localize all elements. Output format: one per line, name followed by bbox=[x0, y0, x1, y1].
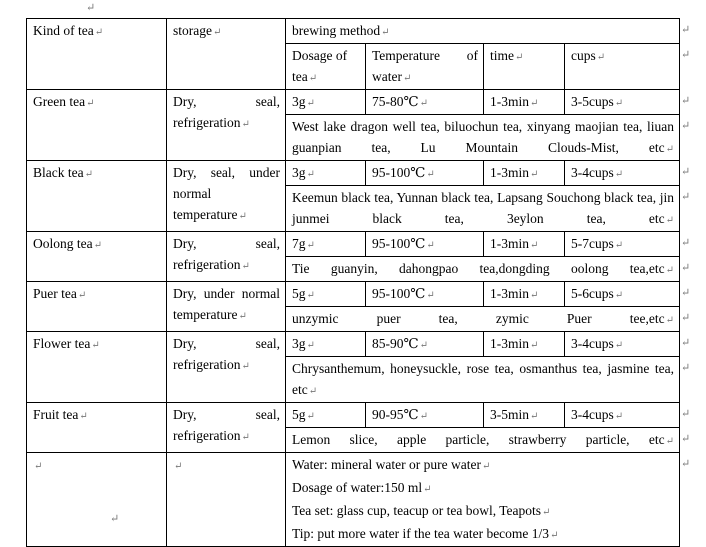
row-end-mark: ↵ bbox=[681, 457, 691, 470]
tea-varieties: Lemon slice, apple particle, strawberry particle, etc↵ bbox=[286, 428, 680, 453]
tea-row bbox=[27, 232, 680, 257]
note-dosage-water: Dosage of water:150 ml↵ bbox=[292, 480, 432, 495]
tea-cups: 3-4cups↵ bbox=[565, 161, 680, 186]
tea-storage: Dry, seal, refrigeration↵ bbox=[167, 403, 286, 453]
tea-cups: 3-4cups↵ bbox=[565, 332, 680, 357]
row-end-mark: ↵ bbox=[681, 432, 691, 445]
tea-temperature: 75-80℃↵ bbox=[366, 90, 484, 115]
notes-empty-kind: ↵ bbox=[27, 453, 167, 547]
tea-time: 1-3min↵ bbox=[484, 161, 565, 186]
tea-time: 1-3min↵ bbox=[484, 282, 565, 307]
note-water: Water: mineral water or pure water↵ bbox=[292, 457, 491, 472]
tea-cups: 3-4cups↵ bbox=[565, 403, 680, 428]
tea-dosage: 7g↵ bbox=[286, 232, 366, 257]
row-end-mark: ↵ bbox=[681, 48, 691, 61]
tea-row bbox=[27, 282, 680, 307]
tea-varieties: Chrysanthemum, honeysuckle, rose tea, osmanthus tea, jasmine tea, etc↵ bbox=[286, 357, 680, 403]
tea-kind: Green tea↵ bbox=[27, 90, 167, 161]
header-kind: Kind of tea↵ bbox=[27, 19, 167, 90]
tea-kind: Fruit tea↵ bbox=[27, 403, 167, 453]
tea-cups: 5-6cups↵ bbox=[565, 282, 680, 307]
tea-temperature: 90-95℃↵ bbox=[366, 403, 484, 428]
row-end-mark: ↵ bbox=[681, 311, 691, 324]
tea-dosage: 5g↵ bbox=[286, 282, 366, 307]
notes-empty-storage: ↵ bbox=[167, 453, 286, 547]
tea-storage: Dry, seal, refrigeration↵ bbox=[167, 232, 286, 282]
tea-dosage: 3g↵ bbox=[286, 332, 366, 357]
tea-varieties: Keemun black tea, Yunnan black tea, Lapsang Souchong black tea, jin junmei black tea, 3eylon tea, etc↵ bbox=[286, 186, 680, 232]
header-brewing-method: brewing method↵ bbox=[286, 19, 680, 44]
header-row bbox=[27, 19, 680, 44]
tea-dosage: 3g↵ bbox=[286, 90, 366, 115]
tea-row bbox=[27, 90, 680, 115]
tea-dosage: 3g↵ bbox=[286, 161, 366, 186]
tea-kind: Oolong tea↵ bbox=[27, 232, 167, 282]
tea-time: 1-3min↵ bbox=[484, 332, 565, 357]
header-dosage: Dosage of tea↵ bbox=[286, 44, 366, 90]
tea-row bbox=[27, 161, 680, 186]
notes-cell bbox=[286, 453, 680, 547]
row-end-mark: ↵ bbox=[681, 286, 691, 299]
row-end-mark: ↵ bbox=[681, 23, 691, 36]
note-tip: Tip: put more water if the tea water become 1/3↵ bbox=[292, 526, 559, 541]
tea-temperature: 95-100℃↵ bbox=[366, 282, 484, 307]
tea-time: 1-3min↵ bbox=[484, 232, 565, 257]
header-cups: cups↵ bbox=[565, 44, 680, 90]
tea-time: 1-3min↵ bbox=[484, 90, 565, 115]
tea-row bbox=[27, 403, 680, 428]
tea-kind: Flower tea↵ bbox=[27, 332, 167, 403]
notes-row bbox=[27, 453, 680, 547]
tea-temperature: 95-100℃↵ bbox=[366, 232, 484, 257]
header-storage: storage↵ bbox=[167, 19, 286, 90]
row-end-mark: ↵ bbox=[681, 361, 691, 374]
tea-storage: Dry, seal, refrigeration↵ bbox=[167, 90, 286, 161]
tea-varieties: unzymic puer tea, zymic Puer tee,etc↵ bbox=[286, 307, 680, 332]
row-end-mark: ↵ bbox=[681, 336, 691, 349]
paragraph-mark: ↵ bbox=[86, 2, 96, 14]
tea-storage: Dry, seal, under normal temperature↵ bbox=[167, 161, 286, 232]
note-tea-set: Tea set: glass cup, teacup or tea bowl, Teapots↵ bbox=[292, 503, 551, 518]
tea-storage: Dry, seal, refrigeration↵ bbox=[167, 332, 286, 403]
header-temperature: Temperature of water↵ bbox=[366, 44, 484, 90]
row-end-mark: ↵ bbox=[681, 119, 691, 132]
tea-kind: Black tea↵ bbox=[27, 161, 167, 232]
tea-varieties: Tie guanyin, dahongpao tea,dongding oolong tea,etc↵ bbox=[286, 257, 680, 282]
row-end-mark: ↵ bbox=[681, 165, 691, 178]
row-end-mark: ↵ bbox=[681, 190, 691, 203]
row-end-mark: ↵ bbox=[681, 261, 691, 274]
header-time: time↵ bbox=[484, 44, 565, 90]
tea-temperature: 85-90℃↵ bbox=[366, 332, 484, 357]
paragraph-mark: ↵ bbox=[110, 513, 120, 525]
tea-cups: 3-5cups↵ bbox=[565, 90, 680, 115]
tea-time: 3-5min↵ bbox=[484, 403, 565, 428]
tea-temperature: 95-100℃↵ bbox=[366, 161, 484, 186]
row-end-mark: ↵ bbox=[681, 407, 691, 420]
row-end-mark: ↵ bbox=[681, 94, 691, 107]
tea-cups: 5-7cups↵ bbox=[565, 232, 680, 257]
tea-dosage: 5g↵ bbox=[286, 403, 366, 428]
row-end-mark: ↵ bbox=[681, 236, 691, 249]
tea-storage: Dry, under normal temperature↵ bbox=[167, 282, 286, 332]
tea-row bbox=[27, 332, 680, 357]
tea-kind: Puer tea↵ bbox=[27, 282, 167, 332]
tea-brewing-table bbox=[26, 18, 680, 547]
tea-varieties: West lake dragon well tea, biluochun tea, xinyang maojian tea, liuan guanpian tea, Lu Mountain Clouds-Mist, etc↵ bbox=[286, 115, 680, 161]
